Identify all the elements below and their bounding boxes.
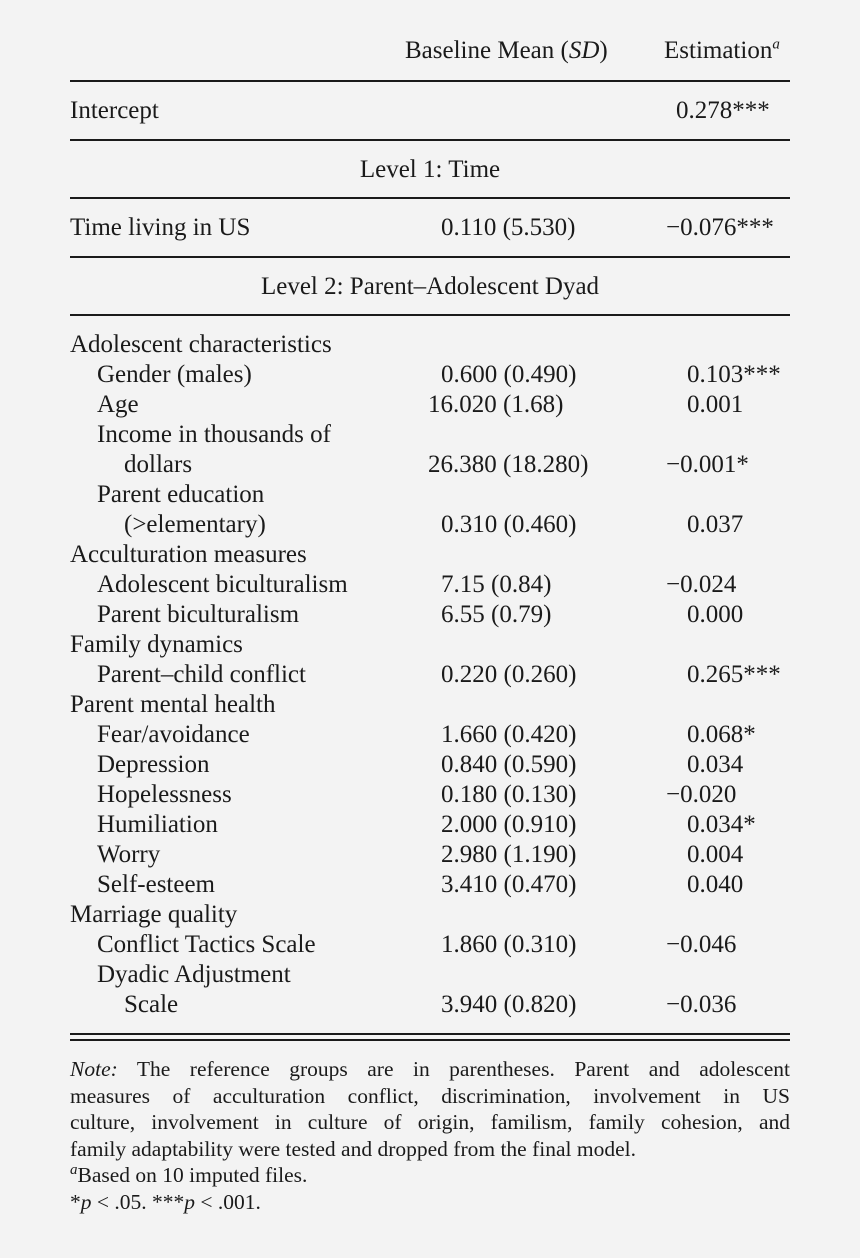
header-est-text: Estimation (664, 37, 773, 64)
level1-title: Level 1: Time (359, 156, 501, 183)
dyadic-adjustment-label-line1: Dyadic Adjustment (97, 961, 291, 988)
education-label-line2: (>elementary) (124, 511, 266, 538)
conflict-tactics-label: Conflict Tactics Scale (97, 931, 316, 958)
sig-rest-2: < .001. (195, 1189, 261, 1214)
humiliation-label: Humiliation (97, 811, 218, 838)
worry-mean: 2.980 (1.190) (441, 841, 577, 868)
income-label-line2: dollars (124, 451, 193, 478)
marriage-quality-heading: Marriage quality (70, 901, 238, 928)
age-est: 0.001 (687, 391, 744, 418)
fear-label: Fear/avoidance (97, 721, 250, 748)
income-est: −0.001* (666, 451, 749, 478)
note-line-1 (70, 1056, 790, 1083)
header-mean-text: Baseline Mean ( (405, 37, 569, 64)
adolescent-biculturalism-est: −0.024 (666, 571, 737, 598)
rule-top (70, 80, 790, 82)
note-text-1: The reference groups are in parentheses. Parent and adolescent (136, 1057, 790, 1081)
age-label: Age (97, 391, 139, 418)
rule-after-level1-title (70, 197, 790, 199)
parent-biculturalism-mean: 6.55 (0.79) (441, 601, 552, 628)
fear-est: 0.068* (687, 721, 756, 748)
education-mean: 0.310 (0.460) (441, 511, 577, 538)
income-mean: 26.380 (18.280) (428, 451, 589, 478)
self-esteem-est: 0.040 (687, 871, 744, 898)
level2-title: Level 2: Parent–Adolescent Dyad (260, 273, 600, 300)
humiliation-est: 0.034* (687, 811, 756, 838)
dyadic-adjustment-label-line2: Scale (124, 991, 179, 1018)
parent-child-conflict-label: Parent–child conflict (97, 661, 306, 688)
gender-mean: 0.600 (0.490) (441, 361, 577, 388)
worry-est: 0.004 (687, 841, 744, 868)
self-esteem-label: Self-esteem (97, 871, 216, 898)
humiliation-mean: 2.000 (0.910) (441, 811, 577, 838)
gender-label: Gender (males) (97, 361, 252, 388)
fear-mean: 1.660 (0.420) (441, 721, 577, 748)
age-mean: 16.020 (1.68) (428, 391, 564, 418)
hopelessness-label: Hopelessness (97, 781, 232, 808)
parent-biculturalism-est: 0.000 (687, 601, 744, 628)
rule-after-intercept (70, 139, 790, 141)
sig-star: * (70, 1189, 81, 1214)
intercept-label: Intercept (70, 97, 159, 124)
hopelessness-mean: 0.180 (0.130) (441, 781, 577, 808)
education-est: 0.037 (687, 511, 744, 538)
note-line-3: culture, involvement in culture of origin, familism, family cohesion, and (70, 1110, 790, 1134)
sig-p-1: p (80, 1189, 92, 1214)
time-living-est: −0.076*** (666, 214, 774, 241)
depression-label: Depression (97, 751, 210, 778)
self-esteem-mean: 3.410 (0.470) (441, 871, 577, 898)
sig-rest-1: < .05. *** (91, 1189, 185, 1214)
footnote-a (70, 1162, 790, 1189)
rule-after-level1 (70, 256, 790, 258)
rule-bottom-1 (70, 1033, 790, 1035)
significance-note (70, 1189, 790, 1216)
adolescent-biculturalism-label: Adolescent biculturalism (97, 571, 348, 598)
parent-child-conflict-est: 0.265*** (687, 661, 781, 688)
header-est-sup: a (772, 36, 780, 53)
footnote-a-text: Based on 10 imputed files. (77, 1163, 308, 1187)
parent-mental-health-heading: Parent mental health (70, 691, 276, 718)
note-line-4: family adaptability were tested and dropped from the final model. (70, 1136, 636, 1161)
parent-biculturalism-label: Parent biculturalism (97, 601, 300, 628)
note-line-2: measures of acculturation conflict, discrimination, involvement in US (70, 1083, 790, 1108)
depression-est: 0.034 (687, 751, 744, 778)
worry-label: Worry (97, 841, 161, 868)
family-dynamics-heading: Family dynamics (70, 631, 243, 658)
dyadic-adjustment-est: −0.036 (666, 991, 737, 1018)
footnote-a-marker: a (70, 1161, 78, 1178)
acculturation-heading: Acculturation measures (70, 541, 307, 568)
intercept-est: 0.278*** (676, 97, 770, 124)
depression-mean: 0.840 (0.590) (441, 751, 577, 778)
time-living-label: Time living in US (70, 214, 251, 241)
adolescent-biculturalism-mean: 7.15 (0.84) (441, 571, 552, 598)
rule-after-level2-title (70, 314, 790, 316)
time-living-mean: 0.110 (5.530) (441, 214, 576, 241)
sig-p-2: p (184, 1189, 196, 1214)
note-label: Note: (70, 1057, 118, 1081)
gender-est: 0.103*** (687, 361, 781, 388)
header-sd-italic: SD (568, 37, 600, 64)
header-mean-close: ) (599, 37, 608, 64)
header-baseline-mean (405, 36, 608, 66)
education-label-line1: Parent education (97, 481, 265, 508)
parent-child-conflict-mean: 0.220 (0.260) (441, 661, 577, 688)
table-notes (70, 1056, 790, 1215)
regression-table (70, 0, 790, 1258)
conflict-tactics-est: −0.046 (666, 931, 737, 958)
hopelessness-est: −0.020 (666, 781, 737, 808)
rule-bottom-2 (70, 1039, 790, 1041)
header-estimation (664, 36, 780, 66)
conflict-tactics-mean: 1.860 (0.310) (441, 931, 577, 958)
adolescent-characteristics-heading: Adolescent characteristics (70, 331, 332, 358)
dyadic-adjustment-mean: 3.940 (0.820) (441, 991, 577, 1018)
income-label-line1: Income in thousands of (97, 421, 331, 448)
